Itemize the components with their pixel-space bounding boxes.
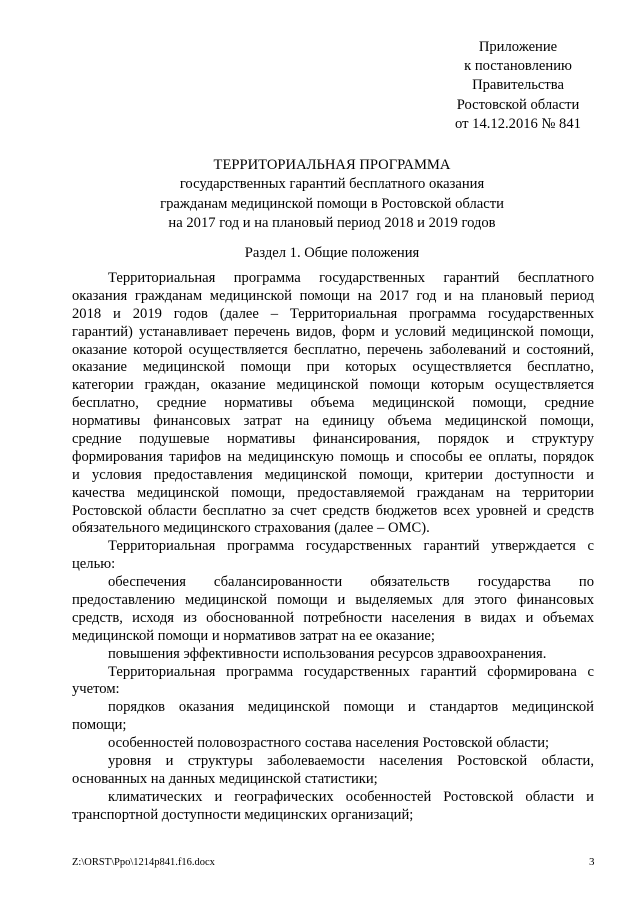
document-title: [72, 156, 592, 233]
body-line: формирования тарифов на медицинскую помощь и способы ее оплаты, порядок: [72, 448, 594, 465]
title-line: гражданам медицинской помощи в Ростовской области: [160, 195, 504, 212]
title-main: ТЕРРИТОРИАЛЬНАЯ ПРОГРАММА: [213, 157, 451, 173]
appendix-line: к постановлению: [464, 58, 572, 75]
body-line: основанных на данных медицинской статистики;: [72, 770, 378, 787]
body-line: помощи;: [72, 717, 127, 734]
title-line: на 2017 год и на плановый период 2018 и 2019 годов: [168, 214, 496, 231]
body-line: особенностей половозрастного состава населения Ростовской области;: [108, 735, 550, 752]
page-number: 3: [589, 856, 595, 868]
appendix-block: [418, 38, 618, 134]
appendix-line: Ростовской области: [456, 96, 580, 113]
body-line: уровня и структуры заболеваемости населения Ростовской области,: [108, 753, 594, 770]
body-line: оказания гражданам медицинской помощи на 2017 год и на плановый период: [72, 287, 594, 304]
body-line: Территориальная программа государственных гарантий утверждается с: [108, 538, 594, 555]
body-line: 2018 и 2019 годов (далее – Территориальная программа государственных: [72, 305, 594, 322]
body-line: средние подушевые нормативы финансирования, порядок и структуру: [72, 431, 594, 448]
body-line: оказание которой осуществляется бесплатно, перечень заболеваний и состояний,: [72, 341, 594, 358]
body-line: транспортной доступности медицинских организаций;: [72, 806, 414, 823]
title-line: государственных гарантий бесплатного оказания: [179, 176, 485, 193]
body-line: повышения эффективности использования ресурсов здравоохранения.: [108, 645, 547, 662]
footer-file-path: Z:\ORST\Ppo\1214p841.f16.docx: [72, 857, 215, 868]
appendix-line: Правительства: [472, 77, 564, 94]
body-line: гарантий) устанавливает перечень видов, форм и условий медицинской помощи,: [72, 323, 594, 340]
body-line: предоставлению медицинской помощи и выделяемых для этого финансовых: [72, 592, 594, 609]
body-line: обеспечения сбалансированности обязательств государства по: [108, 574, 594, 591]
body-line: целью:: [72, 556, 116, 573]
body-line: нормативы финансовых затрат на единицу объема медицинской помощи,: [72, 413, 594, 430]
body-line: категории граждан, оказание медицинской помощи которым осуществляется: [72, 377, 594, 394]
body-line: порядков оказания медицинской помощи и стандартов медицинской: [108, 699, 594, 716]
body-line: учетом:: [72, 681, 120, 698]
body-line: оказание медицинской помощи при которых осуществляется бесплатно,: [72, 359, 594, 376]
body-line: качества медицинской помощи, предоставляемой гражданам на территории: [72, 484, 594, 501]
body-line: Ростовской области бесплатно за счет средств бюджетов всех уровней и средств: [72, 502, 594, 519]
body-text: [72, 270, 594, 825]
body-line: Территориальная программа государственных гарантий сформирована с: [108, 663, 594, 680]
section-heading: Раздел 1. Общие положения: [244, 245, 420, 261]
body-line: медицинской помощи и нормативов затрат на ее оказание;: [72, 627, 435, 644]
body-line: Территориальная программа государственных гарантий бесплатного: [108, 270, 594, 286]
appendix-line: от 14.12.2016 № 841: [455, 115, 581, 132]
body-line: и условия предоставления медицинской помощи, критерии доступности и: [72, 466, 594, 483]
body-line: средств, исходя из обоснованной потребности населения в видах и объемах: [72, 609, 594, 626]
appendix-line: Приложение: [478, 39, 558, 55]
body-line: бесплатно, средние нормативы объема медицинской помощи, средние: [72, 395, 594, 412]
body-line: климатических и географических особенностей Ростовской области и: [108, 788, 594, 805]
body-line: обязательного медицинского страхования (далее – ОМС).: [72, 520, 430, 537]
